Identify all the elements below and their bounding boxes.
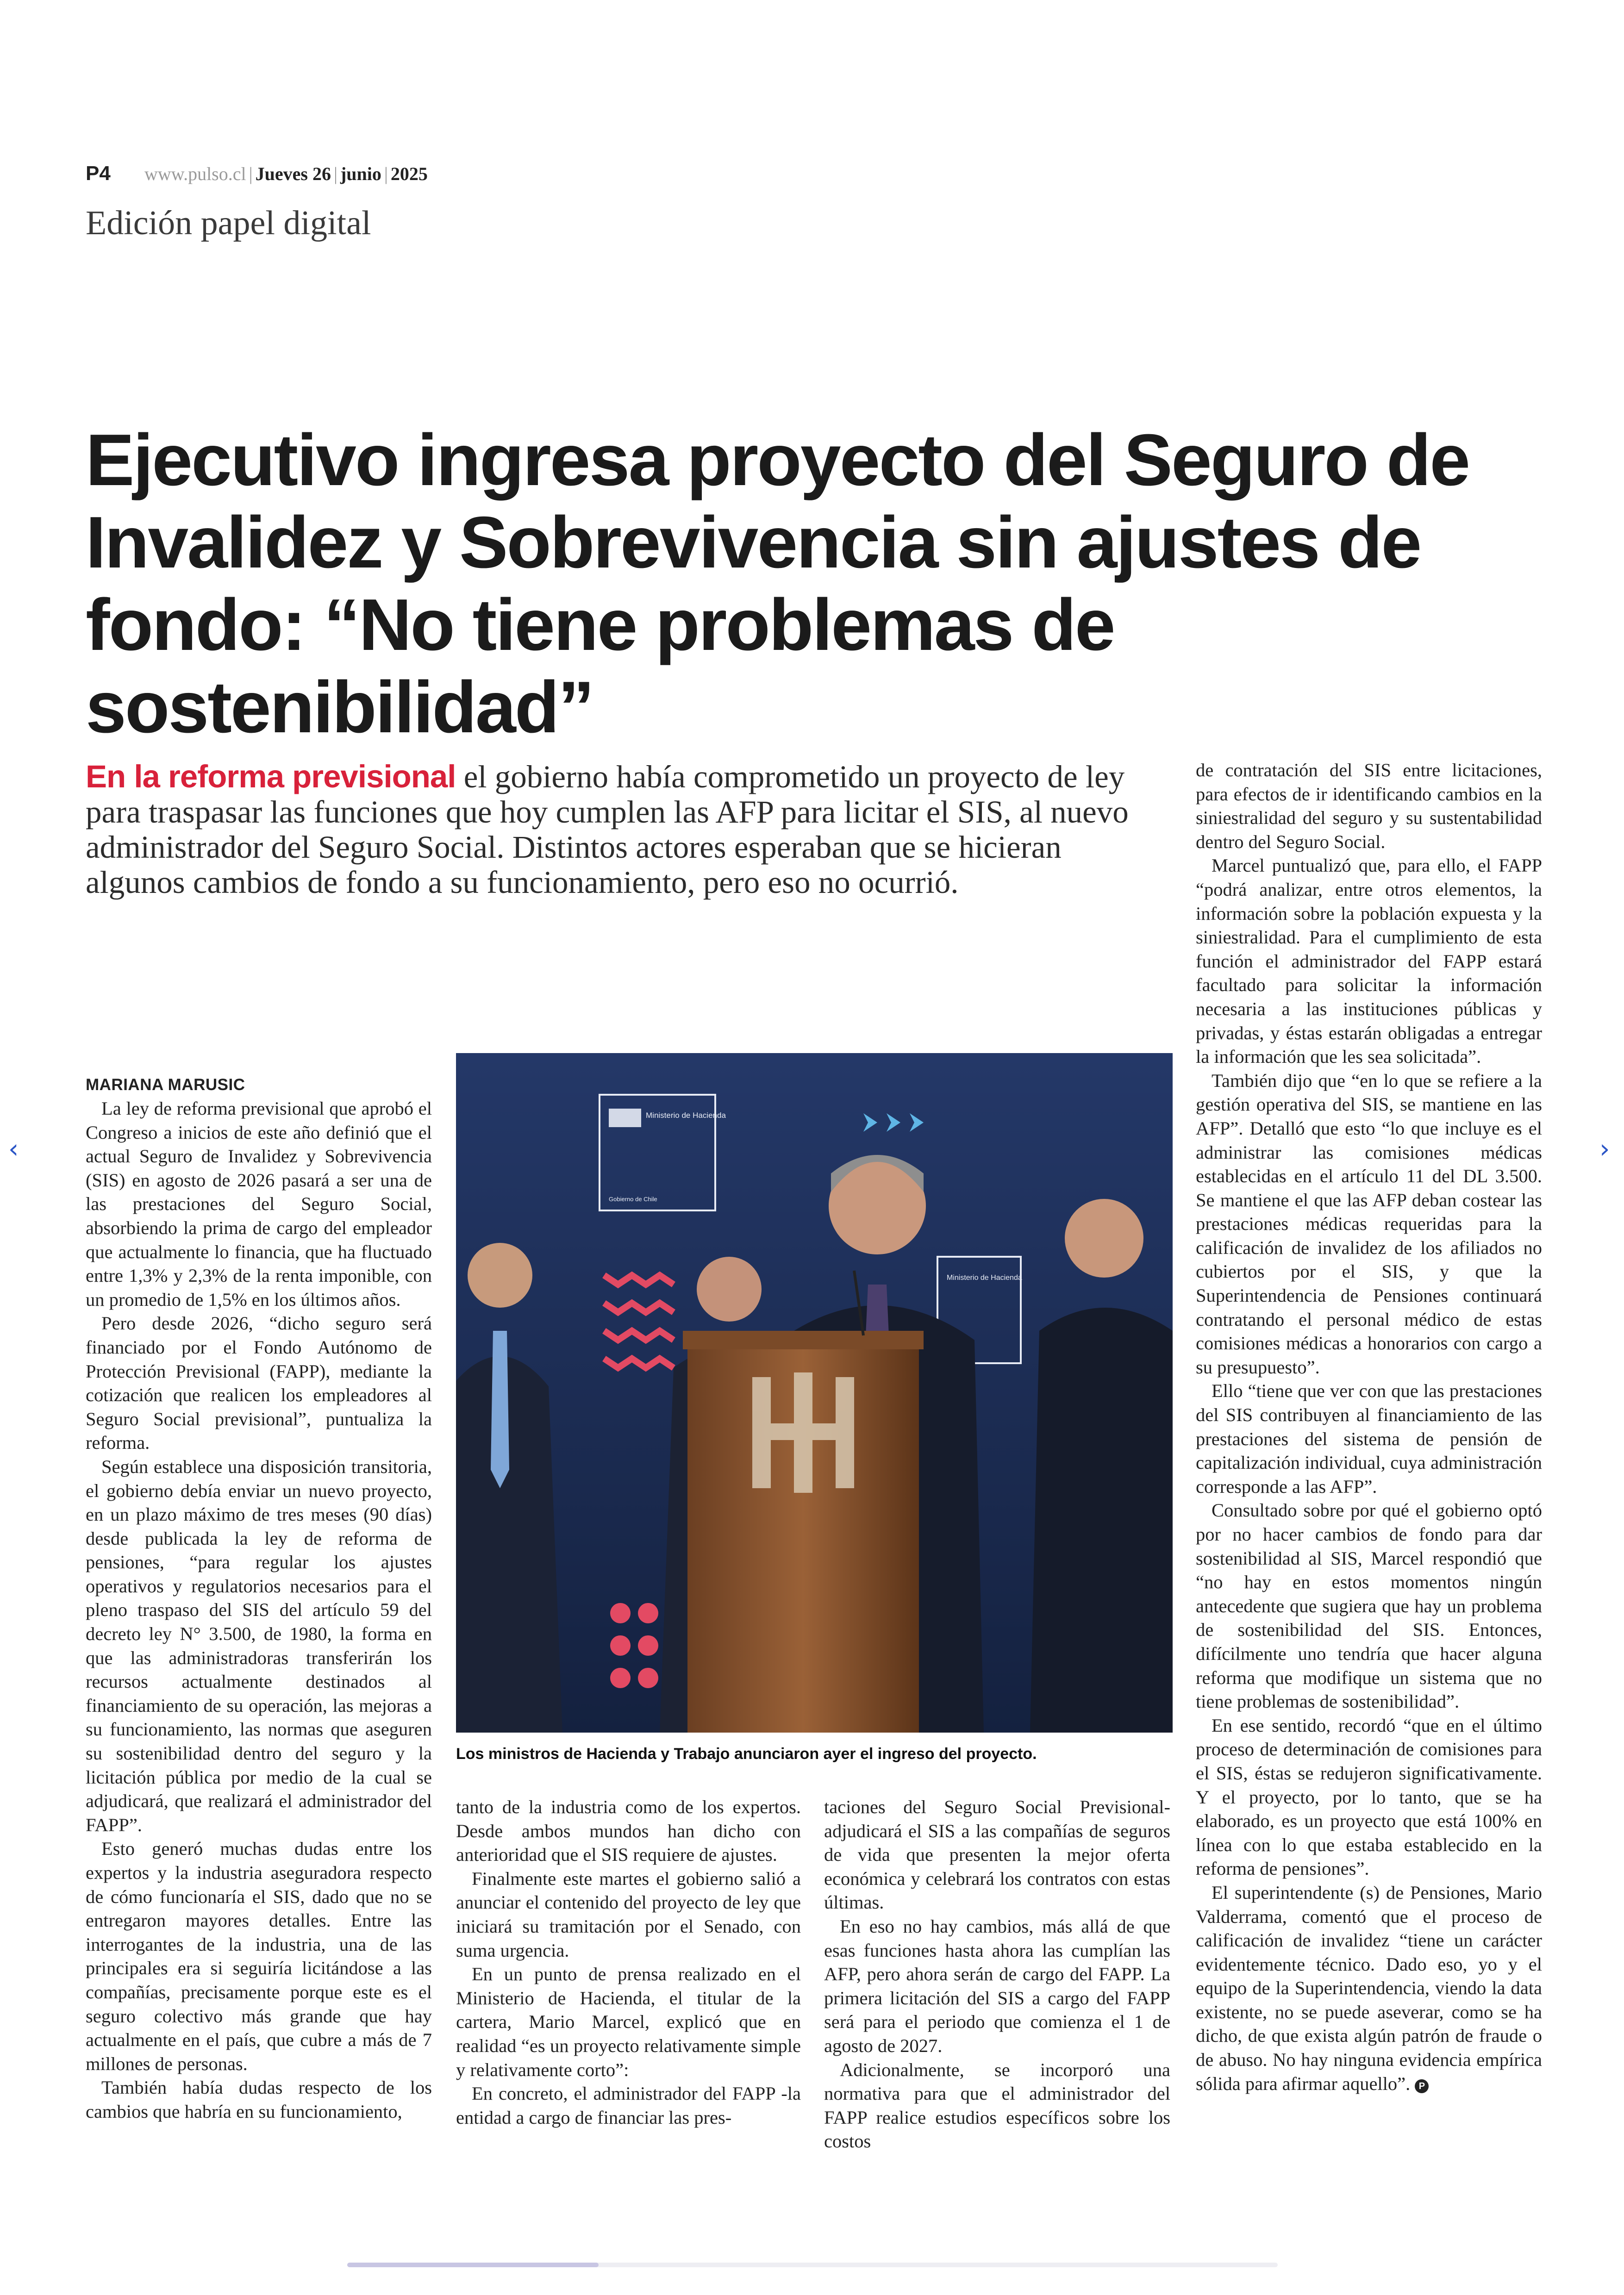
paragraph: Finalmente este martes el gobierno salió a anunciar el contenido del proyecto de ley que iniciará su tramitación por el Senado, con suma urgencia. [456, 1868, 801, 1961]
podium [683, 1331, 924, 1733]
banner-sub: Gobierno de Chile [609, 1196, 657, 1203]
scrollbar-thumb[interactable] [347, 2263, 599, 2267]
article-photo [456, 1053, 1173, 1733]
byline: MARIANA MARUSIC [86, 1076, 245, 1094]
dateline: www.pulso.cl | Jueves 26 | junio | 2025 [144, 163, 428, 184]
paragraph: Consultado sobre por qué el gobierno optó por no hacer cambios de fondo para dar sostenibilidad al SIS, Marcel respondió que “no hay en estos momentos ningún antecedente que sugiera que hay un problema de sostenibilidad del SIS. Entonces, difícilmente uno tendría que hacer alguna reforma que modifique un sistema que no tiene problemas de sostenibilidad”. [1196, 1500, 1542, 1712]
text-column-2 [456, 1795, 801, 2129]
paragraph: Pero desde 2026, “dicho seguro será financiado por el Fondo Autónomo de Protección Previsional (FAPP), mediante la cotización que realicen los empleadores al Seguro Social previsional”, puntualiza la reforma. [86, 1313, 432, 1453]
svg-text:Ministerio de Hacienda: Ministerio de Hacienda [947, 1274, 1022, 1282]
paragraph: de contratación del SIS entre licitaciones, para efectos de ir identificando cambios en la siniestralidad del seguro y su sustentabilidad dentro del Seguro Social. [1196, 760, 1542, 852]
deck-lead: En la reforma previsional [86, 759, 456, 794]
text-column-4 [1196, 758, 1542, 2095]
paragraph-last [1196, 1881, 1542, 2095]
paragraph: La ley de reforma previsional que aprobó el Congreso a inicios de este año definió que el actual Seguro de Invalidez y Sobrevivencia (SIS) en agosto de 2026 pasará a ser una de las prestaciones del Seguro Social, absorbiendo la prima de cargo del empleador que actualmente lo financia, que ha fluctuado entre 1,3% y 2,3% de la renta imponible, con un promedio de 1,5% en los últimos años. [86, 1098, 432, 1310]
page-number: P4 [86, 162, 111, 185]
banner-text: Ministerio de Hacienda [646, 1111, 726, 1120]
next-page-arrow-icon[interactable]: › [1599, 1134, 1610, 1164]
paragraph: En eso no hay cambios, más allá de que esas funciones hasta ahora las cumplían las AFP, pero ahora serán de cargo del FAPP. La primera licitación del SIS a cargo del FAPP será para el periodo que comienza el 1 de agosto de 2027. [824, 1915, 1170, 2056]
paragraph: En ese sentido, recordó “que en el último proceso de determinación de comisiones para el SIS, éstas se redujeron significativamente. Y el proyecto, por lo tanto, que se ha elaborado, es un proyecto que está 100% en línea con lo que estaba establecido en la reforma de pensiones”. [1196, 1715, 1542, 1879]
article-headline: Ejecutivo ingresa proyecto del Seguro de Invalidez y Sobrevivencia sin ajustes de fondo: “No tiene problemas de sostenibilidad” [86, 419, 1469, 748]
paragraph: Adicionalmente, se incorporó una normativa para que el administrador del FAPP realice estudios específicos sobre los costos [824, 2059, 1170, 2152]
date-weekday: Jueves 26 [255, 163, 331, 184]
previous-page-arrow-icon[interactable]: ‹ [8, 1134, 19, 1164]
press-conference-photo [456, 1053, 1173, 1733]
paragraph: En un punto de prensa realizado en el Ministerio de Hacienda, el titular de la cartera, Mario Marcel, explicó que en realidad “es un proyecto relativamente simple y relativamente corto”: [456, 1964, 801, 2080]
podium-crest [752, 1372, 854, 1493]
paragraph: taciones del Seguro Social Previsional- adjudicará el SIS a las compañías de seguros de vida que presenten la mejor oferta económica y celebrará los contratos con estas últimas. [824, 1796, 1170, 1913]
site-url[interactable]: www.pulso.cl [144, 163, 246, 184]
article-deck [86, 759, 1164, 900]
paragraph: También dijo que “en lo que se refiere a la gestión operativa del SIS, se mantiene en las AFP”. Detalló que esto “lo que incluye es el administrar las comisiones médicas establecidas en el artículo 11 del DL 3.500. Se mantiene el que las AFP deban costear las prestaciones médicas requeridas para la calificación de invalidez de los afiliados no cubiertos por el SIS, y que la Superintendencia de Pensiones continuará contratando el personal médico de estas comisiones médicas a honorarios con cargo a su presupuesto”. [1196, 1070, 1542, 1378]
end-mark-icon: P [1415, 2079, 1429, 2093]
date-month: junio [340, 163, 381, 184]
photo-caption: Los ministros de Hacienda y Trabajo anunciaron ayer el ingreso del proyecto. [456, 1745, 1037, 1763]
paragraph: Según establece una disposición transitoria, el gobierno debía enviar un nuevo proyecto, en un plazo máximo de tres meses (90 días) desde publicada la ley de reforma de pensiones, “para regular los ajustes operativos y regulatorios necesarios para el pleno traspaso del SIS del artículo 59 del decreto ley N° 3.500, de 1980, la forma en que las administradoras transferirán los recursos actualmente destinados al financiamiento de su operación, las mejoras a su funcionamiento, las normas que aseguren su sostenibilidad dentro del seguro y la licitación pública por medio de la cual se adjudicará, que realizará el administrador del FAPP”. [86, 1456, 432, 1835]
paragraph: En concreto, el administrador del FAPP -la entidad a cargo de financiar las pres- [456, 2083, 801, 2128]
paragraph: Ello “tiene que ver con que las prestaciones del SIS contribuyen al financiamiento de las prestaciones del sistema de pensión de capitalización individual, cuya administración corresponde a las AFP”. [1196, 1380, 1542, 1497]
text-column-3 [824, 1795, 1170, 2153]
deck-text: el gobierno había comprometido un proyecto de ley para traspasar las funciones que hoy cumplen las AFP para licitar el SIS, al nuevo administrador del Seguro Social. Distintos actores esperaban que se hicieran algunos cambios de fondo a su funcionamiento, pero eso no ocurrió. [86, 759, 1129, 900]
paragraph: tanto de la industria como de los expertos. Desde ambos mundos han dicho con anterioridad que el SIS requiere de ajustes. [456, 1796, 801, 1865]
paragraph: También había dudas respecto de los cambios que habría en su funcionamiento, [86, 2077, 432, 2122]
text-column-1 [86, 1073, 432, 2124]
page-scrollbar[interactable] [347, 2263, 1278, 2267]
paragraph: Esto generó muchas dudas entre los expertos y la industria aseguradora respecto de cómo funcionaría el SIS, dado que no se entregaron mayores detalles. Entre las interrogantes de la industria, una de las principales era si seguiría licitándose a las compañías, precisamente porque este es el seguro colectivo más grande que hay actualmente en el país, que cubre a más de 7 millones de personas. [86, 1838, 432, 2074]
paragraph: Marcel puntualizó que, para ello, el FAPP “podrá analizar, entre otros elementos, la información sobre la población expuesta y la siniestralidad. Para el cumplimiento de esta función el administrador del FAPP estará facultado para solicitar la información necesaria a las instituciones públicas y privadas, y éstas estarán obligadas a entregar la información que les sea solicitada”. [1196, 855, 1542, 1067]
edition-label: Edición papel digital [86, 204, 371, 242]
date-year: 2025 [390, 163, 428, 184]
paragraph-text: El superintendente (s) de Pensiones, Mario Valderrama, comentó que el proceso de calificación de invalidez “tiene un carácter evidentemente técnico. Dado eso, yo y el equipo de la Superintendencia, viendo la data existente, no se puede aseverar, como se ha dicho, de que exista algún patrón de fraude o de abuso. No hay ninguna evidencia empírica sólida para afirmar aquello”. [1196, 1882, 1542, 2094]
